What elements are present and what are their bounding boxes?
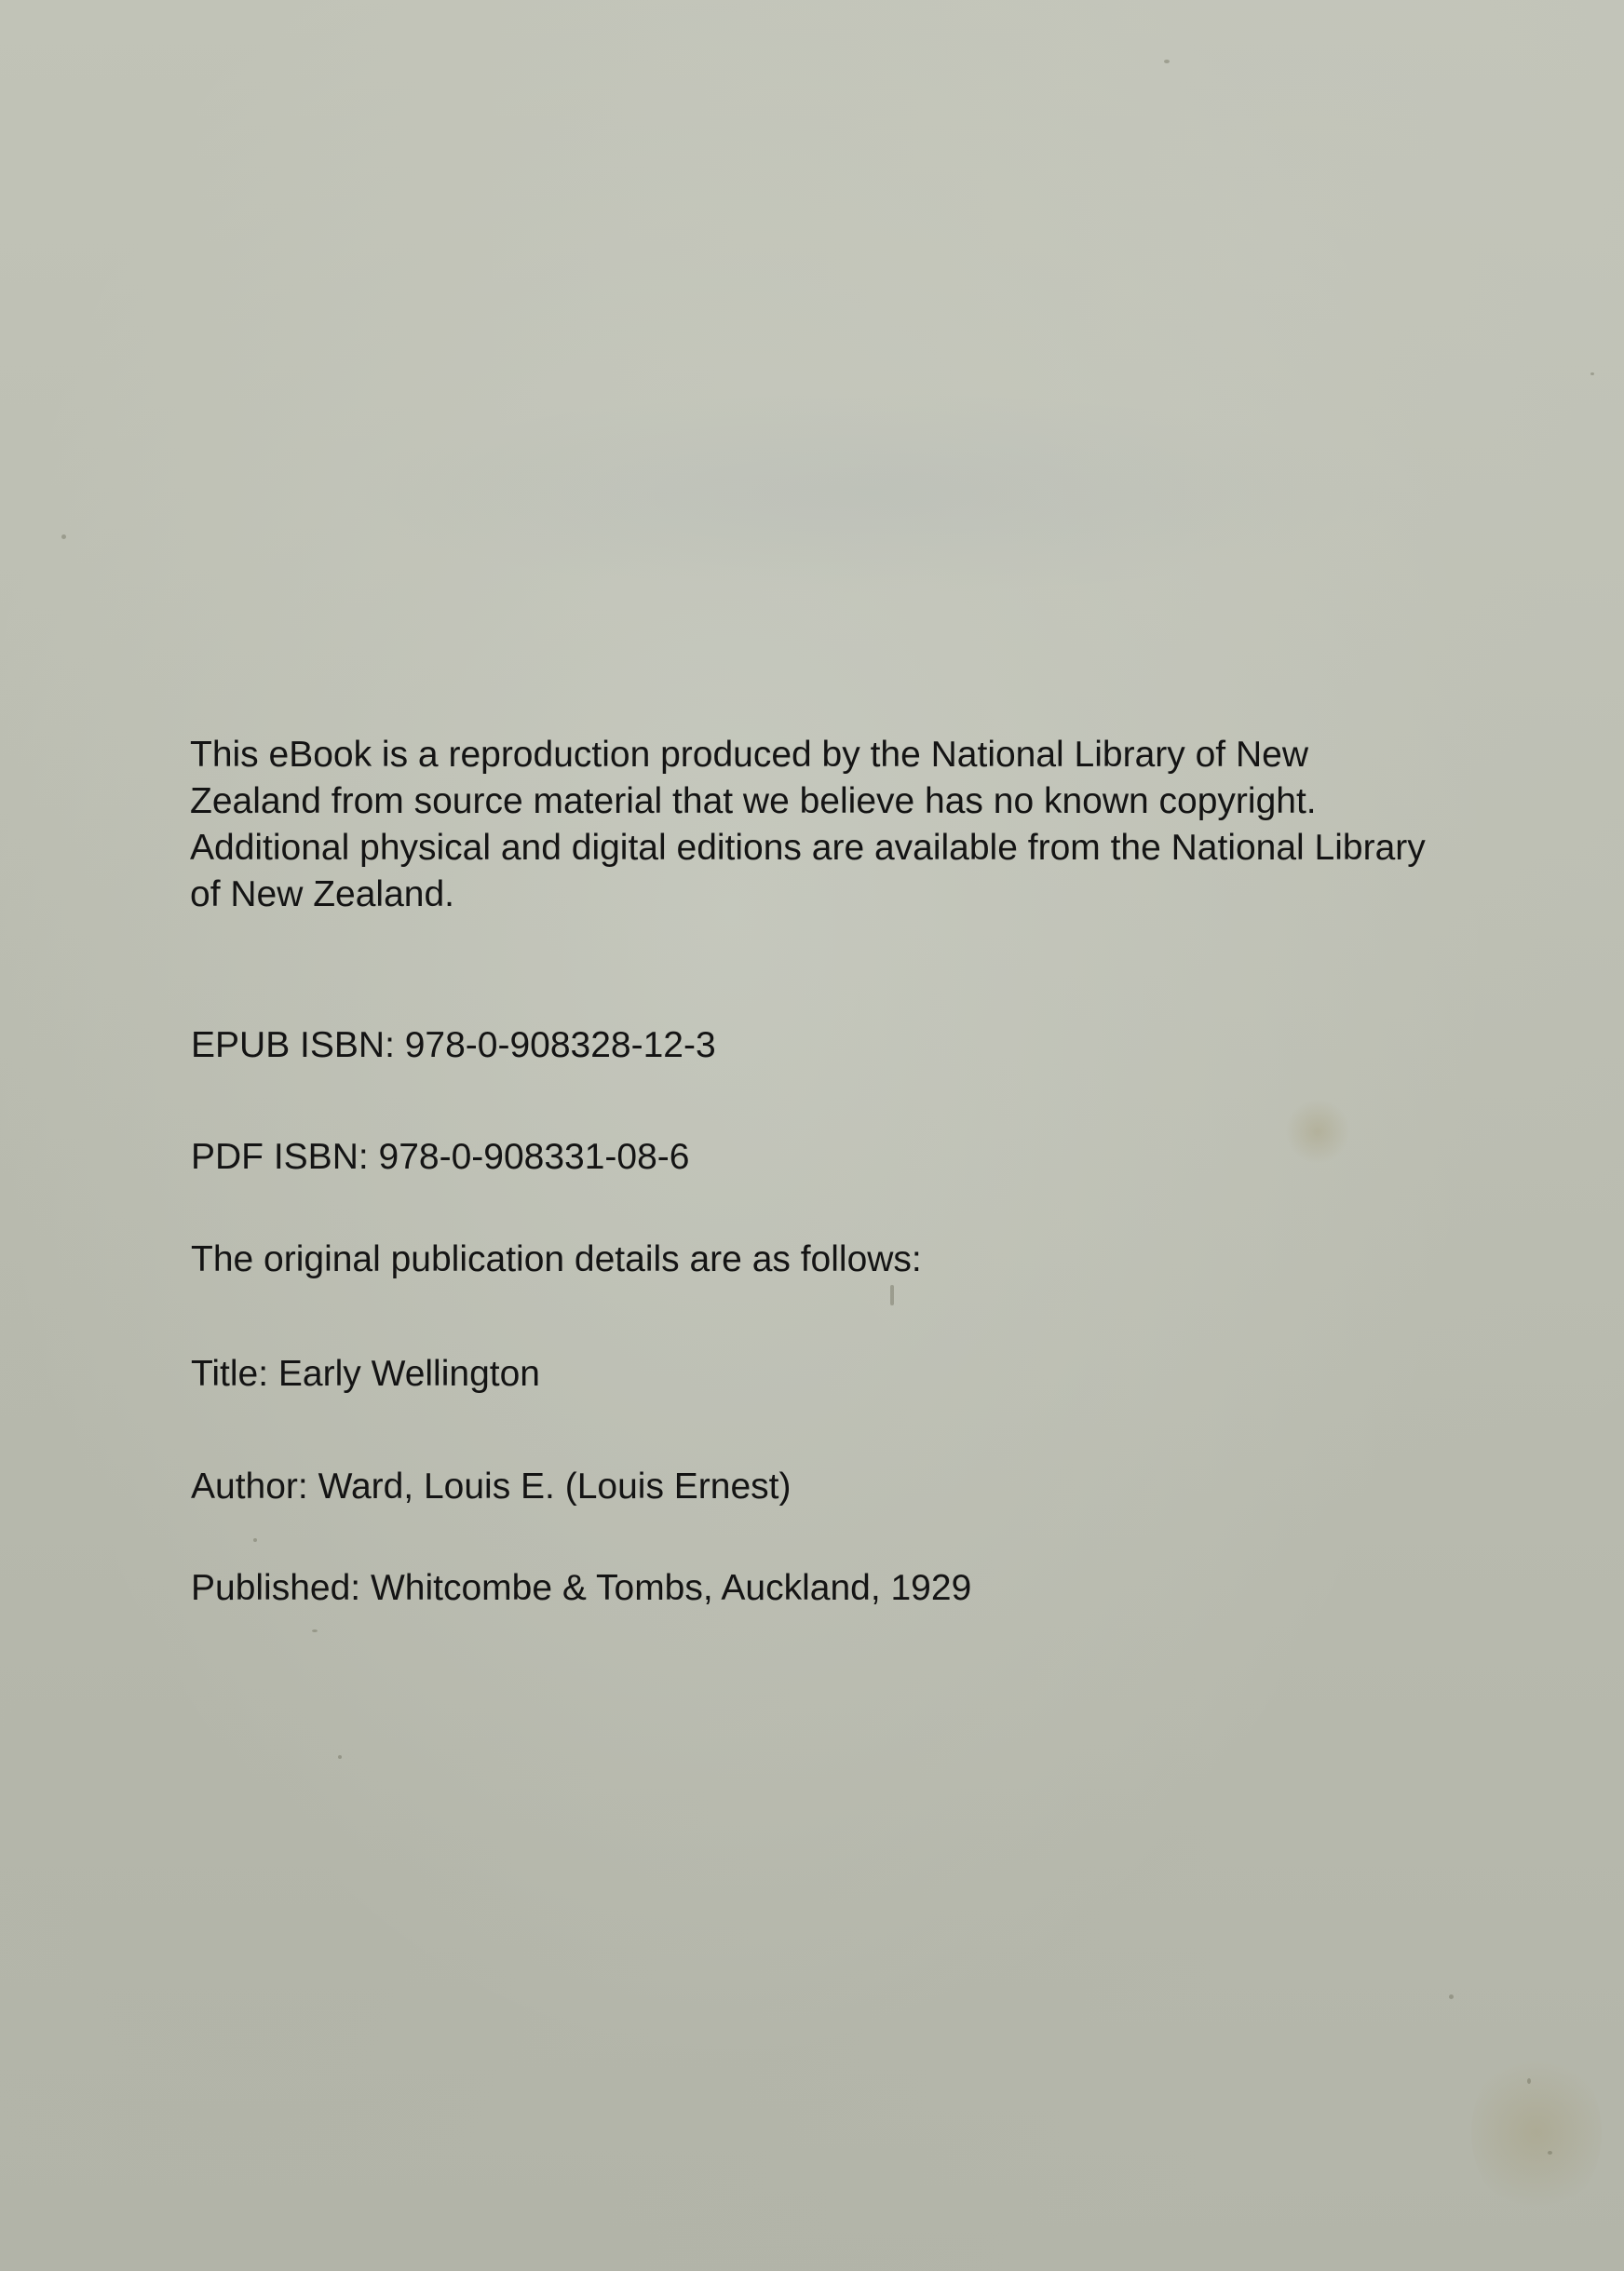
publication-details-intro: The original publication details are as follows:	[191, 1239, 922, 1279]
publication-info: Published: Whitcombe & Tombs, Auckland, 1929	[191, 1568, 972, 1608]
paper-speck	[338, 1755, 342, 1759]
reproduction-notice: This eBook is a reproduction produced by the National Library of New Zealand from source material that we believe has no known copyright. Additional physical and digital editions are available from the National Library of New Zealand.	[190, 735, 1426, 914]
paper-speck	[312, 1629, 318, 1632]
pdf-isbn: PDF ISBN: 978-0-908331-08-6	[191, 1137, 690, 1177]
paper-speck	[1590, 372, 1594, 375]
book-author: Author: Ward, Louis E. (Louis Ernest)	[191, 1467, 792, 1507]
paper-stain	[1285, 1099, 1350, 1164]
paper-speck	[1527, 2078, 1531, 2084]
paper-speck	[1449, 1994, 1454, 1999]
book-title: Title: Early Wellington	[191, 1354, 540, 1394]
paper-speck	[253, 1538, 257, 1542]
paper-stain	[1471, 2048, 1602, 2216]
epub-isbn: EPUB ISBN: 978-0-908328-12-3	[191, 1025, 716, 1065]
paper-speck	[1548, 2151, 1552, 2155]
paper-show-through	[335, 391, 1406, 596]
paper-speck	[61, 534, 66, 539]
paper-speck	[1164, 60, 1170, 63]
paper-speck	[890, 1285, 894, 1305]
